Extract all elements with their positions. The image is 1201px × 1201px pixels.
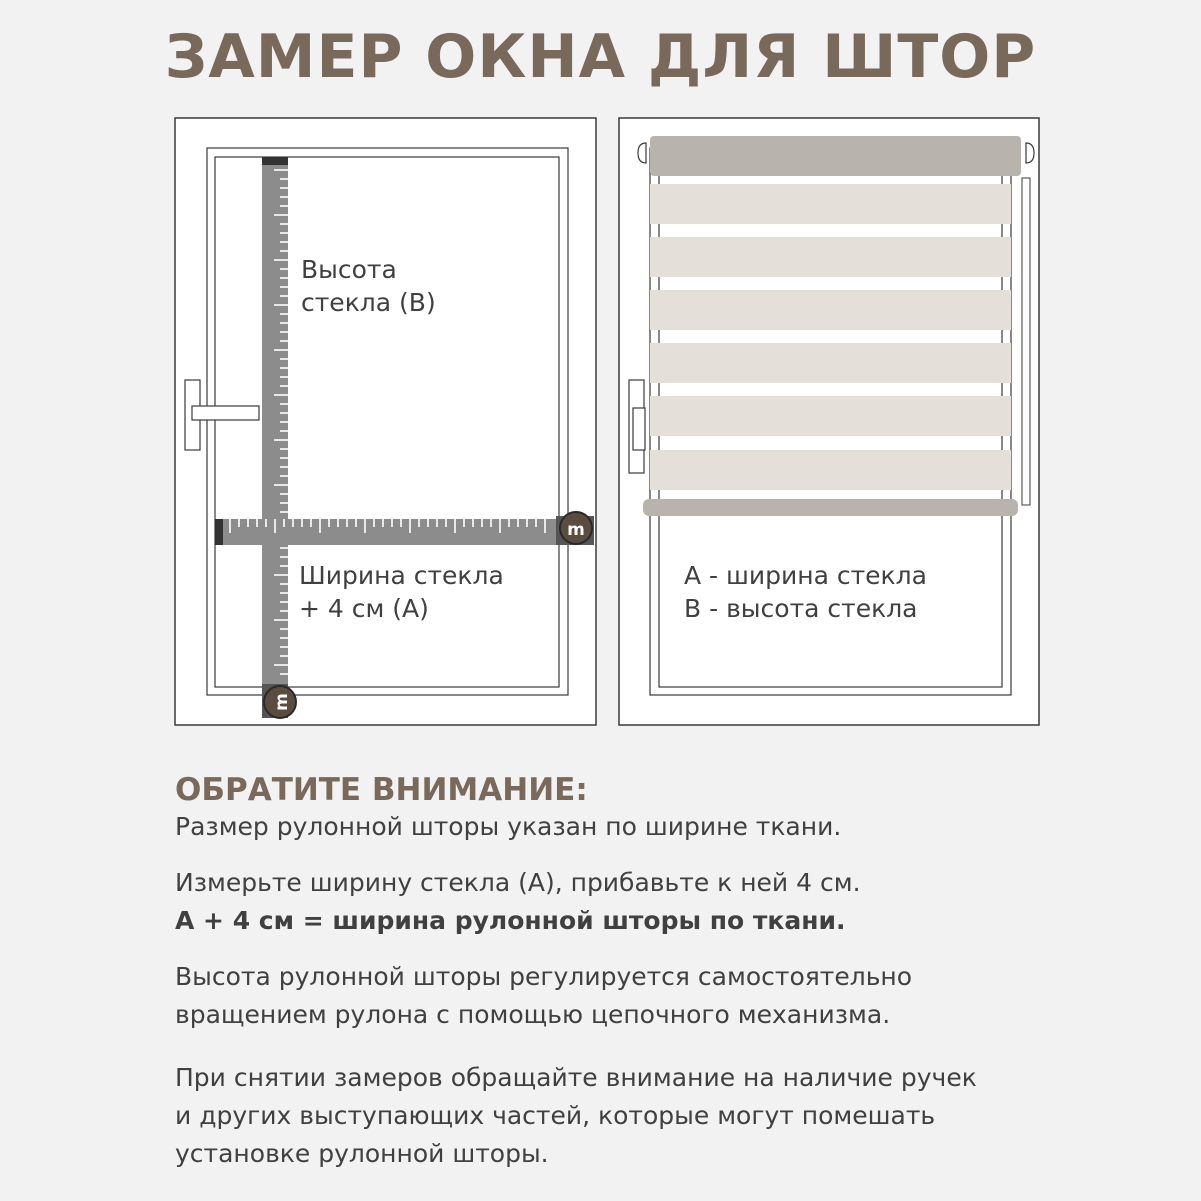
notice-formula: A + 4 см = ширина рулонной шторы по ткани. xyxy=(175,906,846,935)
notice-line-4: Высота рулонной шторы регулируется самостоятельно xyxy=(175,962,913,991)
vertical-tape-badge: m xyxy=(272,693,292,711)
notice-line-6: При снятии замеров обращайте внимание на наличие ручек xyxy=(175,1063,977,1092)
page-title: ЗАМЕР ОКНА ДЛЯ ШТОР xyxy=(164,22,1037,92)
blind-stripe xyxy=(650,343,1011,383)
legend-b: B - высота стекла xyxy=(684,594,918,623)
blind-stripe xyxy=(650,184,1011,224)
left-window-handle-lever xyxy=(192,406,259,420)
blind-roll-cassette xyxy=(650,136,1021,176)
blind-stripe xyxy=(650,237,1011,277)
roller-blind xyxy=(638,136,1034,516)
notice-line-2: Измерьте ширину стекла (A), прибавьте к ней 4 см. xyxy=(175,868,861,897)
blind-bottom-bar xyxy=(643,499,1018,516)
height-label-line1: Высота xyxy=(301,255,397,284)
notice-paragraph-obstacles xyxy=(175,1059,977,1173)
height-label xyxy=(301,253,436,319)
notice-line-8: установке рулонной шторы. xyxy=(175,1139,549,1168)
right-window-illustration xyxy=(619,118,1039,725)
left-window-illustration xyxy=(175,118,596,725)
right-window-handle-lever xyxy=(633,408,645,450)
legend xyxy=(684,559,927,625)
blind-bracket-right xyxy=(1026,143,1034,163)
notice-paragraph-height xyxy=(175,958,912,1034)
notice-line-1: Размер рулонной шторы указан по ширине ткани. xyxy=(175,812,842,841)
notice-heading: ОБРАТИТЕ ВНИМАНИЕ: xyxy=(175,772,588,808)
blind-stripe xyxy=(650,290,1011,330)
notice-paragraph-width xyxy=(175,864,861,940)
height-label-line2: стекла (B) xyxy=(301,288,436,317)
width-label-line2: + 4 см (A) xyxy=(299,594,429,623)
blind-chain-guide xyxy=(1022,178,1030,505)
width-label-line1: Ширина стекла xyxy=(299,561,504,590)
blind-stripe xyxy=(650,396,1011,436)
blind-stripe xyxy=(650,450,1011,490)
notice-line-7: и других выступающих частей, которые могут помешать xyxy=(175,1101,936,1130)
legend-a: A - ширина стекла xyxy=(684,561,927,590)
notice-line-5: вращением рулона с помощью цепочного механизма. xyxy=(175,1000,891,1029)
blind-bracket-left xyxy=(638,143,646,163)
notice-line-3 xyxy=(175,902,861,940)
horizontal-tape-badge: m xyxy=(567,520,585,540)
width-label xyxy=(299,559,504,625)
